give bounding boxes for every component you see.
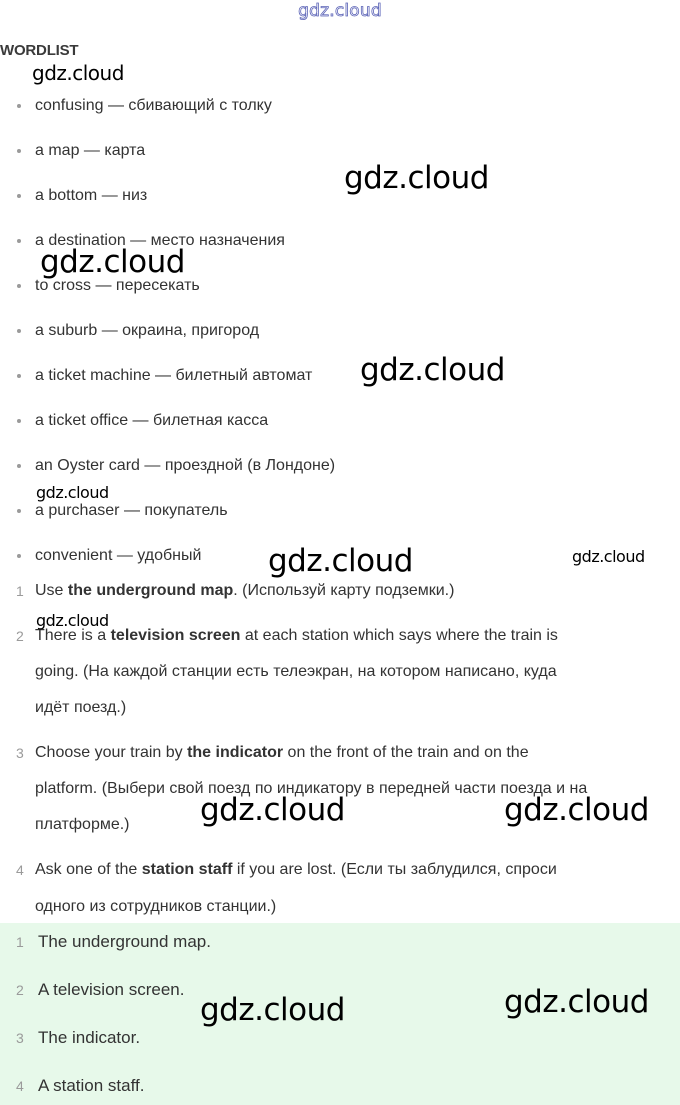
watermark: gdz.cloud [344, 160, 489, 196]
bullet-icon [17, 419, 21, 423]
bullet-icon [17, 374, 21, 378]
watermark: gdz.cloud [200, 992, 345, 1028]
bullet-icon [17, 329, 21, 333]
highlighted-term: television screen [110, 627, 241, 644]
answer-item: 2 A television screen. [0, 977, 680, 1003]
highlighted-term: the underground map [67, 582, 234, 599]
highlighted-term: station staff [141, 861, 233, 878]
bullet-icon [17, 239, 21, 243]
exercise-line: идёт поезд.) [35, 699, 127, 716]
item-number: 1 [16, 583, 24, 599]
answer-item: 3 The indicator. [0, 1025, 680, 1051]
watermark: gdz.cloud [504, 984, 649, 1020]
answer-item: 4 A station staff. [0, 1073, 680, 1099]
highlighted-term: the indicator [187, 744, 284, 761]
item-number: 1 [16, 934, 24, 950]
watermark: gdz.cloud [572, 547, 645, 566]
item-number: 2 [16, 982, 24, 998]
watermark: gdz.cloud [36, 611, 109, 630]
watermark: gdz.cloud [36, 483, 109, 502]
bullet-icon [17, 509, 21, 513]
exercise-line: платформе.) [35, 816, 130, 833]
watermark: gdz.cloud [200, 792, 345, 828]
watermark: gdz.cloud [32, 61, 124, 85]
item-number: 4 [16, 1078, 24, 1094]
exercise-line: going. (На каждой станции есть телеэкран, на котором написано, куда [35, 663, 557, 680]
item-number: 4 [16, 862, 24, 878]
exercise-line: platform. (Выбери свой поезд по индикатору в передней части поезда и на [35, 780, 588, 797]
watermark: gdz.cloud [360, 352, 505, 388]
exercise-line: одного из сотрудников станции.) [35, 898, 277, 915]
watermark: gdz.cloud [40, 244, 185, 280]
item-number: 3 [16, 745, 24, 761]
watermark: gdz.cloud [268, 543, 413, 579]
bullet-icon [17, 194, 21, 198]
item-number: 2 [16, 628, 24, 644]
exercise-line: Ask one of the station staff if you are lost. (Если ты заблудился, спроси [35, 861, 557, 878]
exercise-line: There is a television screen at each station which says where the train is [35, 627, 558, 644]
wordlist-heading: WORDLIST [0, 42, 79, 59]
exercise-line: Choose your train by the indicator on the front of the train and on the [35, 744, 529, 761]
bullet-icon [17, 149, 21, 153]
exercise-line: Use the underground map. (Используй карту подземки.) [35, 582, 455, 599]
bullet-icon [17, 284, 21, 288]
bullet-icon [17, 104, 21, 108]
bullet-icon [17, 554, 21, 558]
top-watermark: gdz.cloud [298, 1, 382, 21]
answer-item: 1 The underground map. [0, 929, 680, 955]
bullet-icon [17, 464, 21, 468]
watermark: gdz.cloud [504, 792, 649, 828]
item-number: 3 [16, 1030, 24, 1046]
